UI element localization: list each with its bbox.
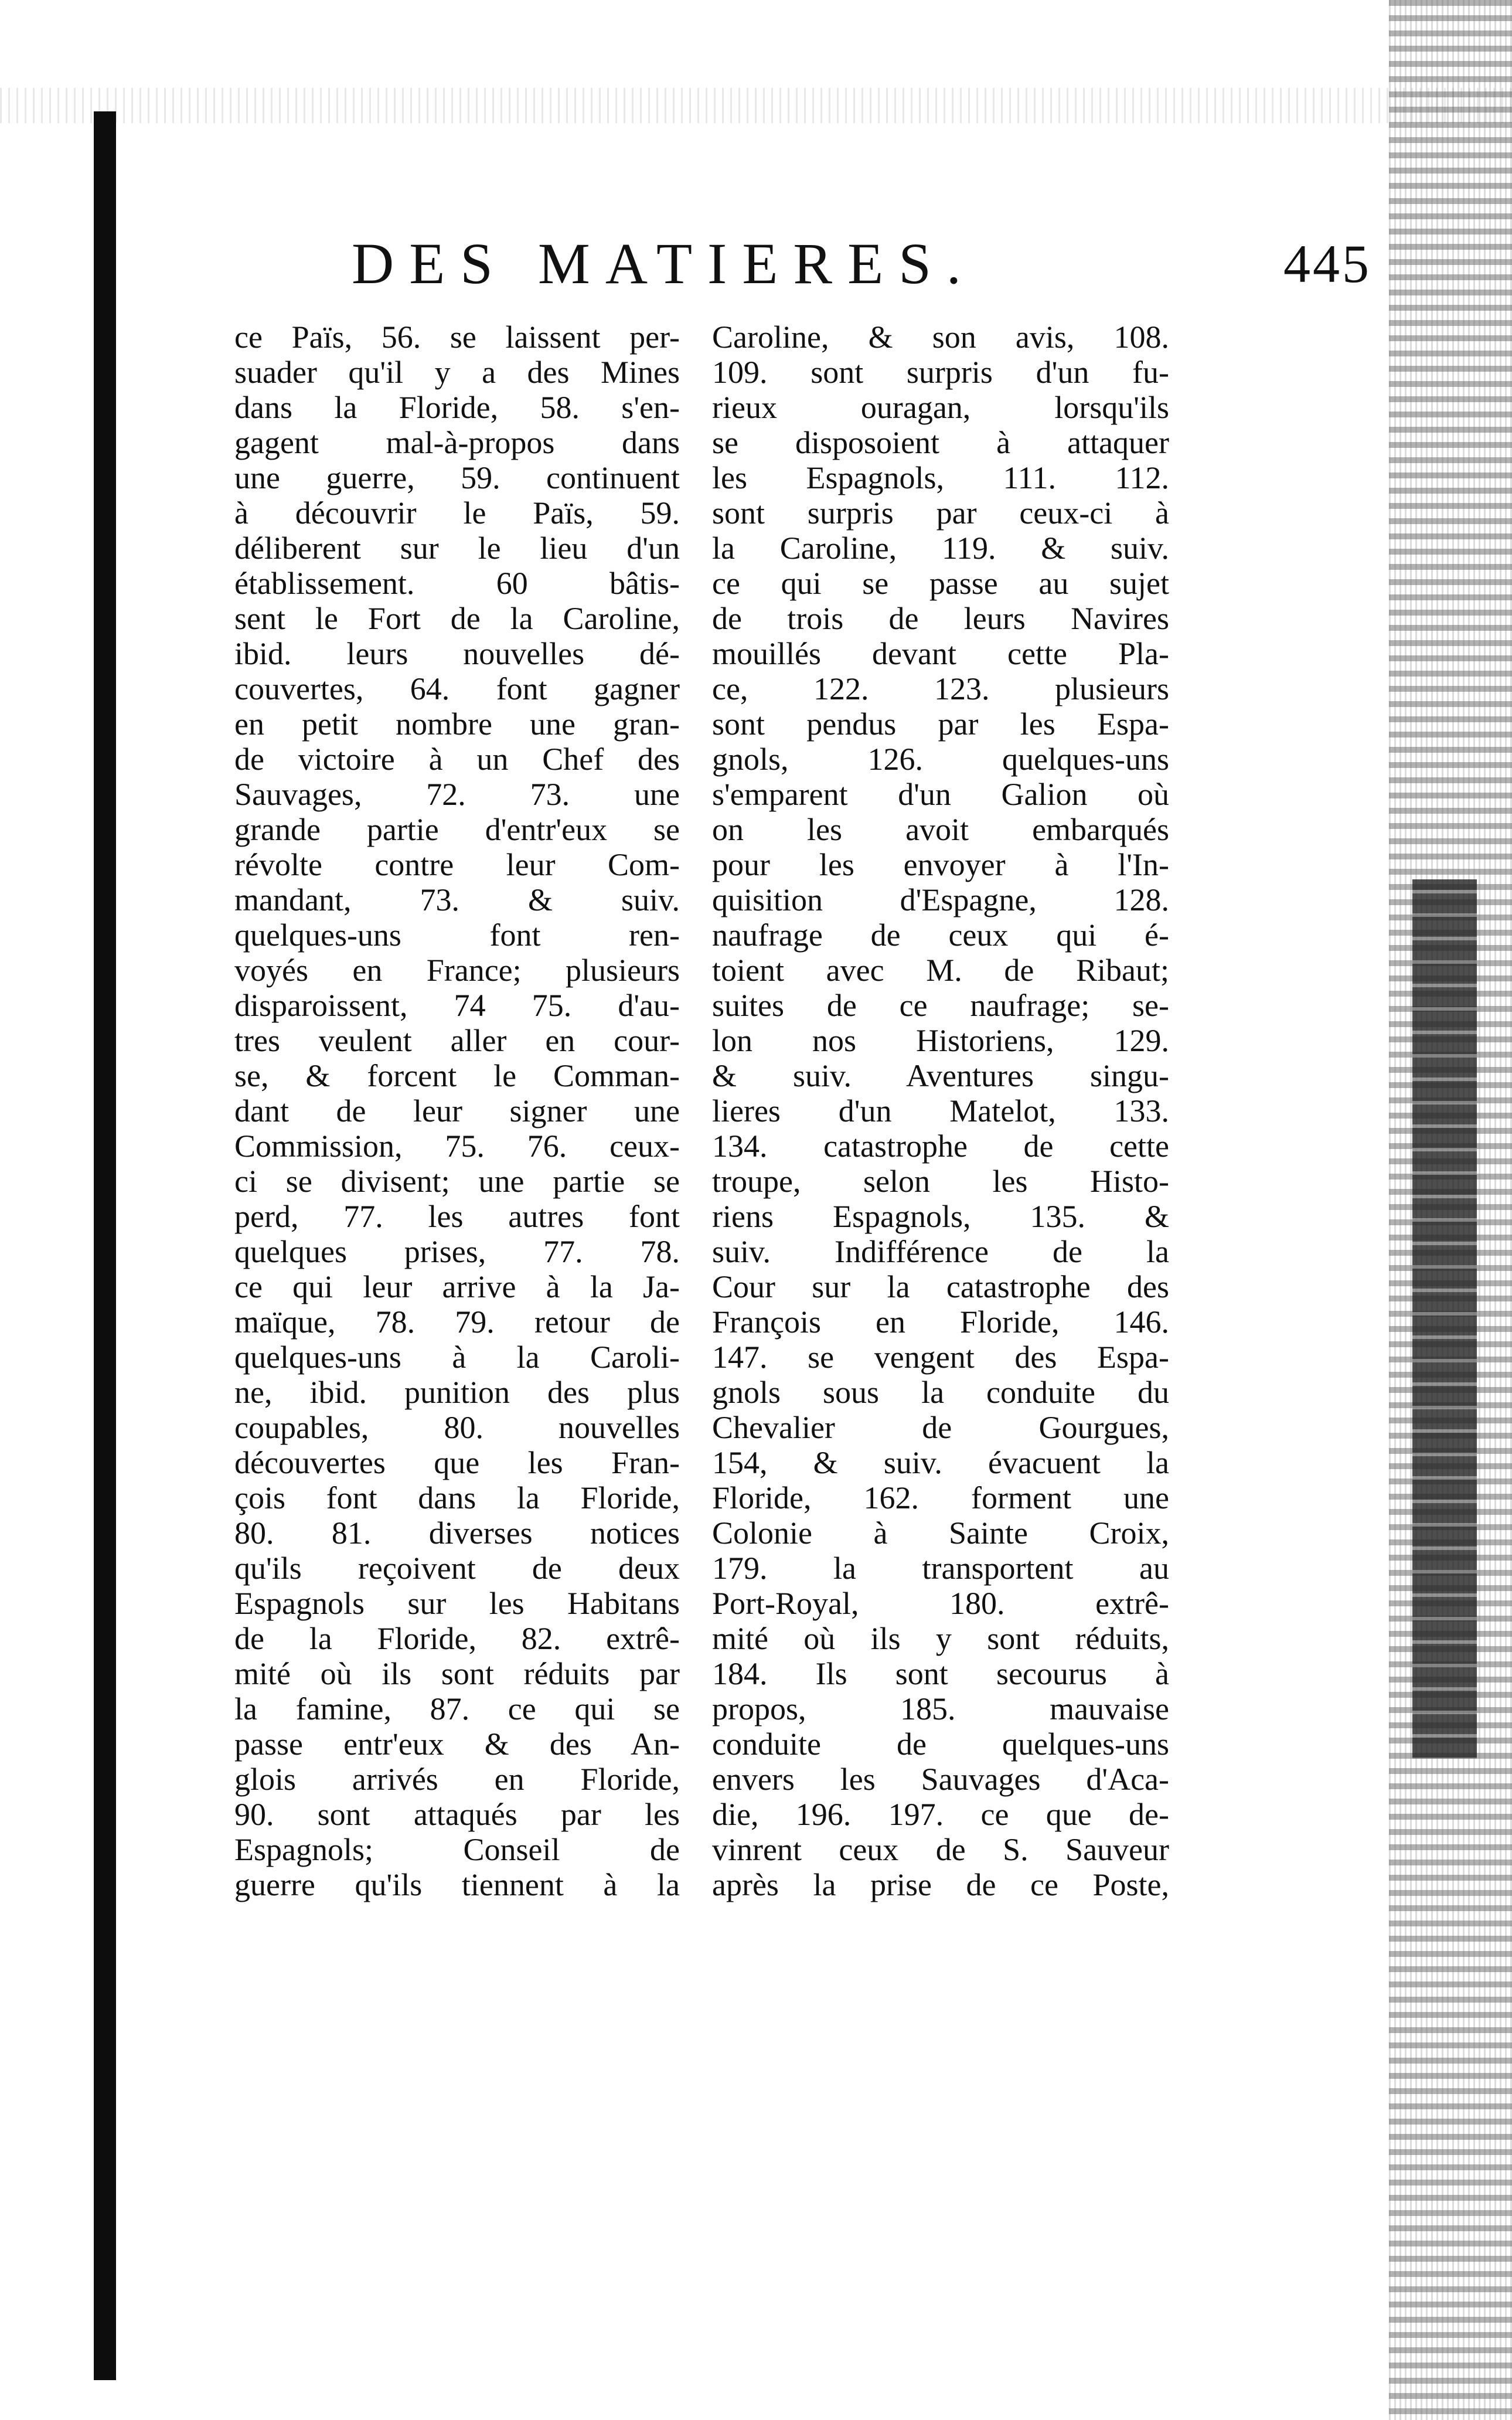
index-line: & suiv. Aventures singu- bbox=[712, 1058, 1169, 1093]
index-line: toient avec M. de Ribaut; bbox=[712, 953, 1169, 988]
index-line: Cour sur la catastrophe des bbox=[712, 1269, 1169, 1304]
index-line: çois font dans la Floride, bbox=[234, 1480, 680, 1515]
index-line: ce qui se passe au sujet bbox=[712, 566, 1169, 601]
index-line: naufrage de ceux qui é- bbox=[712, 917, 1169, 953]
index-line: 154, & suiv. évacuent la bbox=[712, 1445, 1169, 1480]
index-line: maïque, 78. 79. retour de bbox=[234, 1304, 680, 1340]
index-line: pour les envoyer à l'In- bbox=[712, 847, 1169, 882]
index-line: ci se divisent; une partie se bbox=[234, 1164, 680, 1199]
index-line: mité où ils sont réduits par bbox=[234, 1656, 680, 1691]
index-line: s'emparent d'un Galion où bbox=[712, 777, 1169, 812]
index-line: les Espagnols, 111. 112. bbox=[712, 460, 1169, 495]
index-line: Colonie à Sainte Croix, bbox=[712, 1515, 1169, 1551]
index-line: guerre qu'ils tiennent à la bbox=[234, 1867, 680, 1902]
index-line: ibid. leurs nouvelles dé- bbox=[234, 636, 680, 671]
index-line: glois arrivés en Floride, bbox=[234, 1762, 680, 1797]
running-head bbox=[352, 226, 1371, 302]
index-line: dant de leur signer une bbox=[234, 1093, 680, 1129]
index-line: suader qu'il y a des Mines bbox=[234, 355, 680, 390]
index-line: Port-Royal, 180. extrê- bbox=[712, 1586, 1169, 1621]
index-line: tres veulent aller en cour- bbox=[234, 1023, 680, 1058]
index-line: mandant, 73. & suiv. bbox=[234, 882, 680, 917]
index-line: mité où ils y sont réduits, bbox=[712, 1621, 1169, 1656]
index-line: perd, 77. les autres font bbox=[234, 1199, 680, 1234]
index-line: de victoire à un Chef des bbox=[234, 742, 680, 777]
index-line: déliberent sur le lieu d'un bbox=[234, 531, 680, 566]
index-line: rieux ouragan, lorsqu'ils bbox=[712, 390, 1169, 425]
scan-edge-right-dark bbox=[1412, 879, 1477, 1759]
index-line: conduite de quelques-uns bbox=[712, 1726, 1169, 1762]
index-line: sent le Fort de la Caroline, bbox=[234, 601, 680, 636]
index-line: couvertes, 64. font gagner bbox=[234, 671, 680, 706]
index-line: ce, 122. 123. plusieurs bbox=[712, 671, 1169, 706]
index-line: envers les Sauvages d'Aca- bbox=[712, 1762, 1169, 1797]
index-line: révolte contre leur Com- bbox=[234, 847, 680, 882]
index-line: à découvrir le Païs, 59. bbox=[234, 495, 680, 531]
index-line: Espagnols; Conseil de bbox=[234, 1832, 680, 1867]
index-line: on les avoit embarqués bbox=[712, 812, 1169, 847]
index-line: Floride, 162. forment une bbox=[712, 1480, 1169, 1515]
index-line: coupables, 80. nouvelles bbox=[234, 1410, 680, 1445]
index-line: mouillés devant cette Pla- bbox=[712, 636, 1169, 671]
index-line: François en Floride, 146. bbox=[712, 1304, 1169, 1340]
binding-gutter bbox=[94, 111, 116, 2380]
index-line: Caroline, & son avis, 108. bbox=[712, 320, 1169, 355]
index-line: qu'ils reçoivent de deux bbox=[234, 1551, 680, 1586]
index-line: lieres d'un Matelot, 133. bbox=[712, 1093, 1169, 1129]
index-line: ce qui leur arrive à la Ja- bbox=[234, 1269, 680, 1304]
index-line: quisition d'Espagne, 128. bbox=[712, 882, 1169, 917]
index-line: 90. sont attaqués par les bbox=[234, 1797, 680, 1832]
index-line: die, 196. 197. ce que de- bbox=[712, 1797, 1169, 1832]
index-line: découvertes que les Fran- bbox=[234, 1445, 680, 1480]
index-line: Chevalier de Gourgues, bbox=[712, 1410, 1169, 1445]
index-column-right bbox=[712, 320, 1169, 1902]
index-line: 80. 81. diverses notices bbox=[234, 1515, 680, 1551]
index-line: 179. la transportent au bbox=[712, 1551, 1169, 1586]
index-line: Sauvages, 72. 73. une bbox=[234, 777, 680, 812]
index-line: propos, 185. mauvaise bbox=[712, 1691, 1169, 1726]
index-line: grande partie d'entr'eux se bbox=[234, 812, 680, 847]
index-line: de la Floride, 82. extrê- bbox=[234, 1621, 680, 1656]
index-line: suites de ce naufrage; se- bbox=[712, 988, 1169, 1023]
index-line: la Caroline, 119. & suiv. bbox=[712, 531, 1169, 566]
index-line: sont pendus par les Espa- bbox=[712, 706, 1169, 742]
index-line: établissement. 60 bâtis- bbox=[234, 566, 680, 601]
index-line: 134. catastrophe de cette bbox=[712, 1129, 1169, 1164]
index-line: après la prise de ce Poste, bbox=[712, 1867, 1169, 1902]
index-line: lon nos Historiens, 129. bbox=[712, 1023, 1169, 1058]
index-line: se disposoient à attaquer bbox=[712, 425, 1169, 460]
index-line: 184. Ils sont secourus à bbox=[712, 1656, 1169, 1691]
page-number: 445 bbox=[1283, 234, 1371, 294]
index-line: quelques-uns font ren- bbox=[234, 917, 680, 953]
running-title: DES MATIERES. bbox=[352, 231, 976, 296]
index-line: quelques-uns à la Caroli- bbox=[234, 1340, 680, 1375]
index-line: sont surpris par ceux-ci à bbox=[712, 495, 1169, 531]
index-line: disparoissent, 74 75. d'au- bbox=[234, 988, 680, 1023]
index-line: la famine, 87. ce qui se bbox=[234, 1691, 680, 1726]
index-line: gnols, 126. quelques-uns bbox=[712, 742, 1169, 777]
index-line: suiv. Indifférence de la bbox=[712, 1234, 1169, 1269]
index-line: une guerre, 59. continuent bbox=[234, 460, 680, 495]
index-line: riens Espagnols, 135. & bbox=[712, 1199, 1169, 1234]
index-line: quelques prises, 77. 78. bbox=[234, 1234, 680, 1269]
index-line: se, & forcent le Comman- bbox=[234, 1058, 680, 1093]
index-line: 109. sont surpris d'un fu- bbox=[712, 355, 1169, 390]
index-line: ne, ibid. punition des plus bbox=[234, 1375, 680, 1410]
index-line: de trois de leurs Navires bbox=[712, 601, 1169, 636]
index-line: passe entr'eux & des An- bbox=[234, 1726, 680, 1762]
scan-noise-top bbox=[0, 88, 1512, 123]
index-line: 147. se vengent des Espa- bbox=[712, 1340, 1169, 1375]
index-line: gagent mal-à-propos dans bbox=[234, 425, 680, 460]
index-line: dans la Floride, 58. s'en- bbox=[234, 390, 680, 425]
index-line: troupe, selon les Histo- bbox=[712, 1164, 1169, 1199]
index-line: gnols sous la conduite du bbox=[712, 1375, 1169, 1410]
index-column-left bbox=[234, 320, 680, 1902]
index-line: Commission, 75. 76. ceux- bbox=[234, 1129, 680, 1164]
index-line: voyés en France; plusieurs bbox=[234, 953, 680, 988]
index-line: en petit nombre une gran- bbox=[234, 706, 680, 742]
index-line: ce Païs, 56. se laissent per- bbox=[234, 320, 680, 355]
index-line: Espagnols sur les Habitans bbox=[234, 1586, 680, 1621]
index-line: vinrent ceux de S. Sauveur bbox=[712, 1832, 1169, 1867]
